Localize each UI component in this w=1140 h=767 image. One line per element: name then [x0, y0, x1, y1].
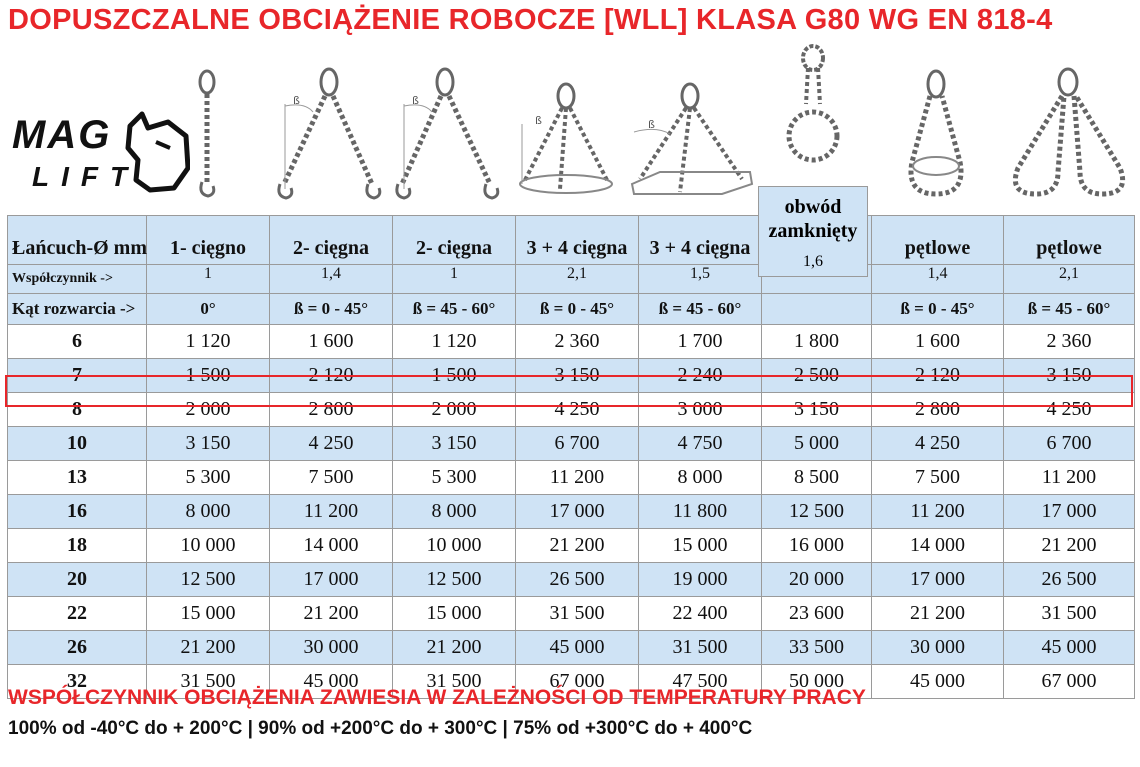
col-factor: 1,5	[639, 265, 762, 294]
wll-value-cell: 8 500	[762, 461, 872, 495]
wll-value-cell: 11 200	[1004, 461, 1135, 495]
col-header-name: pętlowe	[1004, 216, 1135, 265]
chain-diameter-cell: 20	[8, 563, 147, 597]
single-leg-chain-icon	[200, 71, 214, 196]
wll-value-cell: 7 500	[872, 461, 1004, 495]
wll-value-cell: 3 150	[1004, 359, 1135, 393]
wll-value-cell: 4 750	[639, 427, 762, 461]
row-label-angle: Kąt rozwarcia ->	[8, 294, 147, 325]
wll-value-cell: 4 250	[1004, 393, 1135, 427]
wll-value-cell: 5 300	[393, 461, 516, 495]
wll-value-cell: 21 200	[393, 631, 516, 665]
obwod-line1: obwód	[784, 196, 842, 218]
wll-value-cell: 17 000	[872, 563, 1004, 597]
wll-value-cell: 45 000	[516, 631, 639, 665]
wll-value-cell: 2 000	[147, 393, 270, 427]
col-header-name: pętlowe	[872, 216, 1004, 265]
col-factor: 1,4	[270, 265, 393, 294]
wll-value-cell: 15 000	[147, 597, 270, 631]
double-loop-chain-icon	[1015, 69, 1122, 194]
col-angle: 0°	[147, 294, 270, 325]
table-row	[8, 529, 1135, 563]
wll-value-cell: 22 400	[639, 597, 762, 631]
wll-value-cell: 3 150	[762, 393, 872, 427]
col-factor: 1	[147, 265, 270, 294]
wll-value-cell: 3 150	[147, 427, 270, 461]
wll-value-cell: 21 200	[1004, 529, 1135, 563]
temperature-factors: 100% od -40°C do + 200°C | 90% od +200°C do + 300°C | 75% od +300°C do + 400°C	[8, 718, 753, 739]
header-row-angle	[8, 294, 1135, 325]
wll-value-cell: 12 500	[393, 563, 516, 597]
chain-diameter-cell: 16	[8, 495, 147, 529]
col-factor: 1	[393, 265, 516, 294]
wll-value-cell: 4 250	[270, 427, 393, 461]
wll-value-cell: 11 200	[270, 495, 393, 529]
col-header-name: 1- cięgno	[147, 216, 270, 265]
wll-value-cell: 17 000	[1004, 495, 1135, 529]
wll-value-cell: 1 500	[147, 359, 270, 393]
wll-value-cell: 26 500	[1004, 563, 1135, 597]
wll-value-cell: 2 800	[270, 393, 393, 427]
col-angle	[762, 294, 872, 325]
wll-value-cell: 2 240	[639, 359, 762, 393]
col-factor: 1,4	[872, 265, 1004, 294]
col-angle: ß = 0 - 45°	[270, 294, 393, 325]
wll-value-cell: 1 600	[270, 325, 393, 359]
col-angle: ß = 45 - 60°	[1004, 294, 1135, 325]
chain-diameter-cell: 6	[8, 325, 147, 359]
two-leg-chain-icon	[279, 69, 380, 198]
wll-value-cell: 1 800	[762, 325, 872, 359]
wll-value-cell: 10 000	[147, 529, 270, 563]
table-row	[8, 427, 1135, 461]
endless-chain-icon	[789, 46, 837, 160]
loop-chain-icon	[911, 71, 961, 194]
page-title: DOPUSZCZALNE OBCIĄŻENIE ROBOCZE [WLL] KLASA G80 WG EN 818-4	[8, 4, 1053, 36]
wll-value-cell: 15 000	[639, 529, 762, 563]
wll-value-cell: 20 000	[762, 563, 872, 597]
wll-value-cell: 16 000	[762, 529, 872, 563]
svg-text:ß: ß	[535, 114, 542, 127]
wll-value-cell: 5 300	[147, 461, 270, 495]
col-angle: ß = 45 - 60°	[639, 294, 762, 325]
wll-value-cell: 7 500	[270, 461, 393, 495]
wll-value-cell: 31 500	[1004, 597, 1135, 631]
wll-value-cell: 15 000	[393, 597, 516, 631]
wll-value-cell: 1 500	[393, 359, 516, 393]
wll-value-cell: 1 120	[393, 325, 516, 359]
wll-value-cell: 8 000	[639, 461, 762, 495]
table-row	[8, 359, 1135, 393]
table-row	[8, 631, 1135, 665]
wll-value-cell: 12 500	[762, 495, 872, 529]
wll-value-cell: 2 500	[762, 359, 872, 393]
svg-text:ß: ß	[648, 118, 655, 131]
chain-diameter-cell: 22	[8, 597, 147, 631]
svg-text:ß: ß	[412, 94, 419, 107]
wll-value-cell: 33 500	[762, 631, 872, 665]
wll-table	[7, 215, 1135, 699]
wll-value-cell: 2 360	[516, 325, 639, 359]
wll-value-cell: 11 200	[516, 461, 639, 495]
wll-value-cell: 1 120	[147, 325, 270, 359]
wll-value-cell: 31 500	[147, 665, 270, 699]
table-row	[8, 325, 1135, 359]
wll-value-cell: 67 000	[516, 665, 639, 699]
wll-value-cell: 14 000	[872, 529, 1004, 563]
wll-value-cell: 1 700	[639, 325, 762, 359]
wll-value-cell: 21 200	[516, 529, 639, 563]
wll-value-cell: 3 150	[516, 359, 639, 393]
svg-text:MAG: MAG	[12, 113, 112, 157]
wll-value-cell: 2 120	[270, 359, 393, 393]
col-angle: ß = 0 - 45°	[516, 294, 639, 325]
wll-value-cell: 10 000	[393, 529, 516, 563]
header-row-names	[8, 216, 1135, 265]
chain-diameter-cell: 18	[8, 529, 147, 563]
wll-value-cell: 14 000	[270, 529, 393, 563]
wll-value-cell: 17 000	[516, 495, 639, 529]
wll-value-cell: 67 000	[1004, 665, 1135, 699]
col-angle: ß = 0 - 45°	[872, 294, 1004, 325]
wll-value-cell: 30 000	[270, 631, 393, 665]
chain-diameter-cell: 32	[8, 665, 147, 699]
row-label-factor: Współczynnik ->	[8, 265, 147, 294]
wll-value-cell: 4 250	[872, 427, 1004, 461]
chain-diameter-cell: 8	[8, 393, 147, 427]
wll-value-cell: 45 000	[270, 665, 393, 699]
wll-value-cell: 45 000	[1004, 631, 1135, 665]
svg-text:ß: ß	[293, 94, 300, 107]
col-header-name: 3 + 4 cięgna	[639, 216, 762, 265]
wll-value-cell: 31 500	[516, 597, 639, 631]
svg-text:LIFT: LIFT	[32, 161, 140, 192]
chain-diameter-cell: 13	[8, 461, 147, 495]
wll-value-cell: 50 000	[762, 665, 872, 699]
wll-value-cell: 31 500	[393, 665, 516, 699]
wll-value-cell: 6 700	[516, 427, 639, 461]
wll-value-cell: 3 150	[393, 427, 516, 461]
chain-diameter-cell: 7	[8, 359, 147, 393]
wll-value-cell: 5 000	[762, 427, 872, 461]
wll-value-cell: 11 200	[872, 495, 1004, 529]
wll-value-cell: 21 200	[270, 597, 393, 631]
wll-value-cell: 1 600	[872, 325, 1004, 359]
two-leg-chain-wide-icon	[397, 69, 498, 198]
wll-value-cell: 11 800	[639, 495, 762, 529]
chain-diameter-cell: 10	[8, 427, 147, 461]
sling-diagrams	[0, 44, 1140, 214]
col-header-name: 2- cięgna	[270, 216, 393, 265]
col-header-name: 3 + 4 cięgna	[516, 216, 639, 265]
col-factor-obwod-value: 1,6	[803, 253, 823, 270]
three-four-leg-chain-icon	[520, 84, 612, 193]
wll-value-cell: 45 000	[872, 665, 1004, 699]
three-four-leg-chain-wide-icon	[632, 84, 752, 194]
wll-value-cell: 2 800	[872, 393, 1004, 427]
wll-value-cell: 2 120	[872, 359, 1004, 393]
table-row	[8, 563, 1135, 597]
wll-value-cell: 31 500	[639, 631, 762, 665]
wll-value-cell: 17 000	[270, 563, 393, 597]
table-row	[8, 461, 1135, 495]
table-row	[8, 393, 1135, 427]
obwod-line2: zamknięty	[768, 220, 858, 242]
wll-value-cell: 12 500	[147, 563, 270, 597]
col-angle: ß = 45 - 60°	[393, 294, 516, 325]
wll-value-cell: 2 360	[1004, 325, 1135, 359]
wll-value-cell: 2 000	[393, 393, 516, 427]
chain-diameter-cell: 26	[8, 631, 147, 665]
col-factor: 2,1	[516, 265, 639, 294]
table-row	[8, 495, 1135, 529]
wll-value-cell: 23 600	[762, 597, 872, 631]
wll-value-cell: 6 700	[1004, 427, 1135, 461]
header-row-factor	[8, 265, 1135, 294]
wll-value-cell: 21 200	[147, 631, 270, 665]
temperature-title: WSPÓŁCZYNNIK OBCIĄŻENIA ZAWIESIA W ZALEŻNOŚCI OD TEMPERATURY PRACY	[8, 686, 866, 709]
wll-value-cell: 3 000	[639, 393, 762, 427]
wll-value-cell: 26 500	[516, 563, 639, 597]
table-row	[8, 597, 1135, 631]
wll-value-cell: 8 000	[393, 495, 516, 529]
row-label-chain: Łańcuch-Ø mm	[8, 216, 147, 265]
col-factor: 2,1	[1004, 265, 1135, 294]
wll-value-cell: 4 250	[516, 393, 639, 427]
wll-value-cell: 30 000	[872, 631, 1004, 665]
wll-value-cell: 21 200	[872, 597, 1004, 631]
col-header-name: 2- cięgna	[393, 216, 516, 265]
wll-value-cell: 19 000	[639, 563, 762, 597]
wll-value-cell: 8 000	[147, 495, 270, 529]
wll-value-cell: 47 500	[639, 665, 762, 699]
